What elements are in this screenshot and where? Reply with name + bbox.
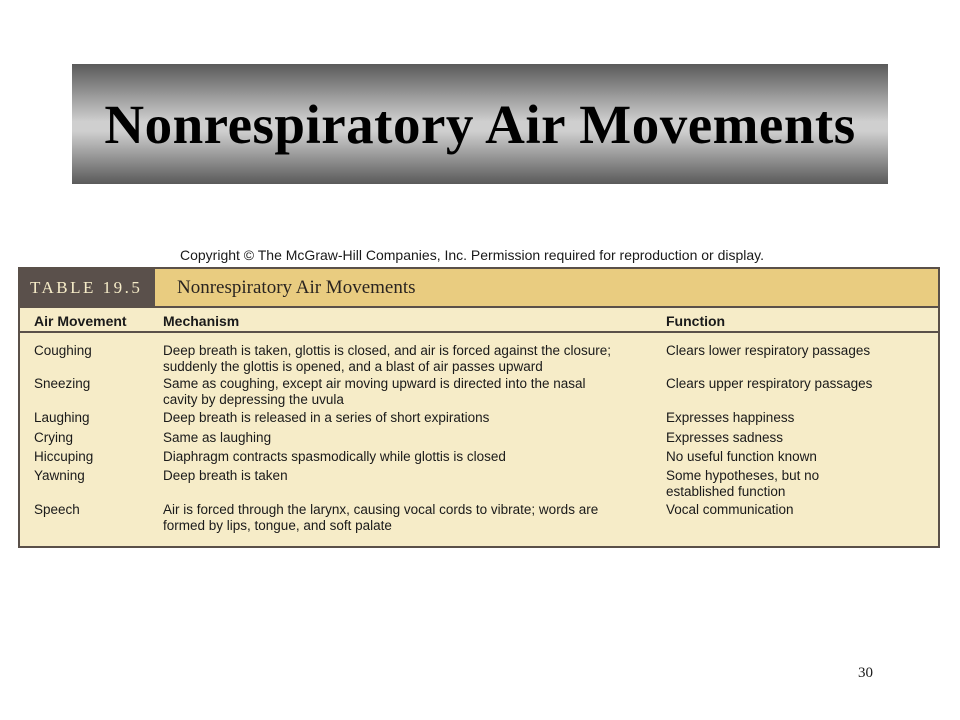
function-line: established function [666,484,786,499]
air-movement-cell: Speech [34,502,80,517]
mechanism-line: Same as coughing, except air moving upward is directed into the nasal [163,376,586,391]
air-movement-cell: Coughing [34,343,92,358]
air-movement-cell: Laughing [34,410,90,425]
mechanism-cell [163,376,586,408]
table-number: TABLE 19.5 [20,269,155,306]
function-cell [666,430,783,446]
mechanism-cell [163,502,598,534]
column-header-mechanism: Mechanism [163,313,240,329]
function-cell [666,376,872,392]
page-number: 30 [858,665,873,681]
title-banner [72,64,888,184]
function-cell [666,502,794,518]
table-header [20,269,938,306]
function-cell [666,410,794,426]
mechanism-line: suddenly the glottis is opened, and a blast of air passes upward [163,359,543,374]
column-header-row [20,306,938,333]
mechanism-line: formed by lips, tongue, and soft palate [163,518,392,533]
function-line: Expresses sadness [666,430,784,445]
mechanism-line: Air is forced through the larynx, causing vocal cords to vibrate; words are [163,502,599,517]
function-line: No useful function known [666,449,817,464]
mechanism-cell [163,410,489,426]
mechanism-line: cavity by depressing the uvula [163,392,344,407]
table-caption: Nonrespiratory Air Movements [155,269,938,306]
function-cell [666,449,817,465]
function-line: Expresses happiness [666,410,795,425]
mechanism-line: Same as laughing [163,430,272,445]
mechanism-line: Diaphragm contracts spasmodically while glottis is closed [163,449,506,464]
mechanism-cell [163,343,611,375]
mechanism-line: Deep breath is released in a series of short expirations [163,410,490,425]
function-line: Clears lower respiratory passages [666,343,871,358]
air-movement-cell: Yawning [34,468,85,483]
mechanism-line: Deep breath is taken [163,468,288,483]
function-line: Clears upper respiratory passages [666,376,873,391]
mechanism-line: Deep breath is taken, glottis is closed, and air is forced against the closure; [163,343,611,358]
function-line: Some hypotheses, but no [666,468,820,483]
column-header-function: Function [666,313,726,329]
air-movement-cell: Hiccuping [34,449,94,464]
mechanism-cell [163,468,288,484]
copyright-notice: Copyright © The McGraw-Hill Companies, Inc. Permission required for reproduction or display. [180,247,765,263]
mechanism-cell [163,449,506,465]
air-movement-cell: Sneezing [34,376,91,391]
column-header-air-movement: Air Movement [34,313,127,329]
function-line: Vocal communication [666,502,794,517]
mechanism-cell [163,430,271,446]
function-cell [666,343,870,359]
function-cell [666,468,819,500]
air-movement-cell: Crying [34,430,74,445]
slide-title: Nonrespiratory Air Movements [104,93,856,155]
data-table [18,267,940,548]
